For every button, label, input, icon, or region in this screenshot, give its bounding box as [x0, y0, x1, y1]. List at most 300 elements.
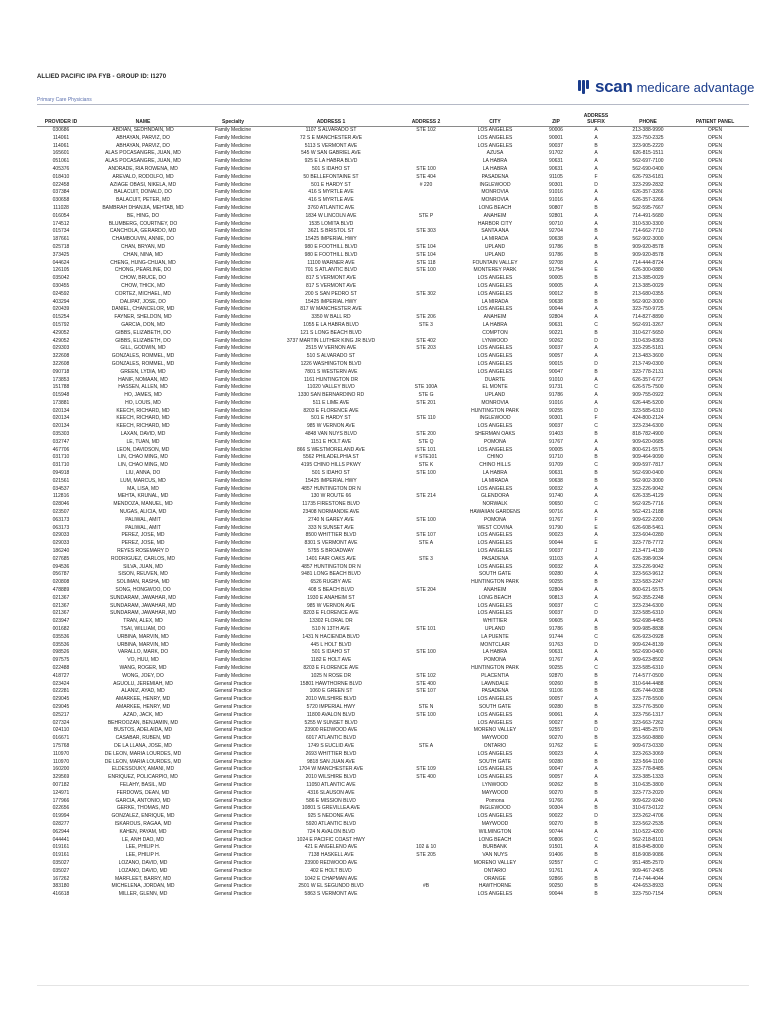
cell-address-suffix: B: [594, 758, 598, 765]
cell-provider-id: 015254: [52, 314, 70, 321]
table-row: [37, 470, 749, 478]
cell-phone: 909-467-2405: [632, 867, 664, 874]
cell-address-1: 1834 W LINCOLN AVE: [305, 212, 357, 219]
cell-specialty: Family Medicine: [214, 641, 252, 648]
cell-address-2: [397, 143, 455, 151]
cell-specialty: Family Medicine: [214, 516, 252, 523]
cell-zip: 90037: [549, 142, 563, 149]
cell-address-2: [397, 821, 455, 829]
cell-address-suffix: B: [594, 719, 598, 726]
table-row: [37, 361, 749, 369]
cell-name: ABHAYAN, PARVIZ, DO: [116, 142, 170, 149]
cell-city: INGLEWOOD: [479, 805, 511, 812]
cell-phone: 323-663-7262: [632, 719, 664, 726]
cell-specialty: General Practice: [214, 742, 252, 749]
cell-address-1: 6526 RUGBY AVE: [310, 579, 352, 586]
cell-zip: 91103: [549, 555, 563, 562]
cell-zip: 90023: [549, 532, 563, 539]
cell-provider-id: 187661: [52, 236, 70, 243]
cell-address-suffix: C: [594, 602, 598, 609]
cell-address-2: [397, 283, 455, 291]
cell-address-suffix: B: [594, 703, 598, 710]
cell-specialty: Family Medicine: [214, 368, 252, 375]
cell-address-suffix: A: [594, 282, 598, 289]
cell-address-suffix: B: [594, 891, 598, 898]
cell-phone: 714-827-8890: [632, 314, 664, 321]
cell-specialty: Family Medicine: [214, 446, 252, 453]
cell-city: WHITTIER: [482, 618, 508, 625]
cell-address-2: [397, 299, 455, 307]
cell-zip: 90037: [549, 602, 563, 609]
cell-specialty: General Practice: [214, 688, 252, 695]
cell-address-suffix: A: [594, 158, 598, 165]
cell-address-2: [397, 150, 455, 158]
cell-phone: 714-444-8724: [632, 259, 664, 266]
cell-zip: 90012: [549, 290, 563, 297]
scan-logo-icon: [578, 80, 589, 94]
cell-name: BALACUIT, DONALD, DO: [114, 189, 172, 196]
cell-provider-id: 112816: [52, 493, 70, 500]
cell-city: SOUTH GATE: [478, 571, 512, 578]
cell-address-1: 15425 IMPERIAL HWY: [305, 298, 357, 305]
cell-city: LOS ANGELES: [477, 282, 513, 289]
cell-zip: 90813: [549, 594, 563, 601]
cell-zip: 90255: [549, 407, 563, 414]
footer-rule: [37, 985, 749, 986]
cell-address-2: [397, 564, 455, 572]
cell-specialty: Family Medicine: [214, 493, 252, 500]
cell-city: LOS ANGELES: [477, 610, 513, 617]
cell-provider-id: 418727: [52, 672, 70, 679]
cell-address-2: STE 109: [416, 766, 436, 773]
cell-provider-id: 174512: [52, 220, 70, 227]
table-row: [37, 143, 749, 151]
cell-provider-id: 044624: [52, 259, 70, 266]
cell-phone: 626-815-1511: [632, 150, 664, 157]
cell-phone: 562-355-2248: [632, 594, 664, 601]
cell-name: BE, HING, DO: [126, 212, 160, 219]
cell-city: FOUNTAIN VALLEY: [472, 259, 518, 266]
cell-address-suffix: B: [594, 688, 598, 695]
cell-phone: 626-923-0928: [632, 633, 664, 640]
cell-name: AREVALO, RODOLFO, MD: [112, 173, 174, 180]
cell-address-2: STE 203: [416, 345, 436, 352]
cell-provider-id: 024110: [52, 727, 70, 734]
cell-phone: 323-234-6300: [632, 602, 664, 609]
cell-address-2: STE 100: [416, 711, 436, 718]
table-row: [37, 868, 749, 876]
cell-phone: 562-925-7716: [632, 501, 664, 508]
cell-phone: 424-800-2124: [632, 415, 664, 422]
cell-phone: 909-623-8502: [632, 657, 664, 664]
cell-address-2: [397, 696, 455, 704]
cell-specialty: Family Medicine: [214, 212, 252, 219]
cell-specialty: General Practice: [214, 852, 252, 859]
cell-zip: 90250: [549, 883, 563, 890]
cell-address-2: STE 214: [416, 493, 436, 500]
cell-zip: 90044: [549, 306, 563, 313]
cell-specialty: Family Medicine: [214, 633, 252, 640]
cell-provider-id: 027685: [52, 555, 70, 562]
cell-provider-id: 173853: [52, 376, 70, 383]
cell-zip: 91786: [549, 243, 563, 250]
cell-city: HUNTINGTON PARK: [471, 664, 519, 671]
cell-provider-id: 177966: [52, 797, 70, 804]
cell-name: CHOW, BRUCE, DO: [119, 275, 167, 282]
cell-address-2: [397, 423, 455, 431]
table-row: [37, 852, 749, 860]
cell-provider-id: 403294: [52, 298, 70, 305]
cell-city: LOS ANGELES: [477, 774, 513, 781]
cell-patient-panel: OPEN: [707, 649, 723, 656]
cell-name: GIBBS, ELIZABETH, DO: [115, 337, 171, 344]
cell-patient-panel: OPEN: [707, 454, 723, 461]
cell-name: HASSEN, ALLEN, MD: [118, 384, 168, 391]
cell-address-suffix: A: [594, 766, 598, 773]
col-header-address-1: ADDRESS 1: [265, 105, 397, 127]
cell-provider-id: 467706: [52, 446, 70, 453]
cell-zip: 91501: [549, 844, 563, 851]
cell-specialty: Family Medicine: [214, 337, 252, 344]
cell-phone: 562-690-0400: [632, 649, 664, 656]
cell-name: ALAS POCASANGRE, JUAN, MD: [105, 158, 181, 165]
cell-address-suffix: B: [594, 883, 598, 890]
cell-patient-panel: OPEN: [707, 891, 723, 898]
cell-address-suffix: A: [594, 236, 598, 243]
cell-patient-panel: OPEN: [707, 189, 723, 196]
cell-zip: 90638: [549, 477, 563, 484]
cell-provider-id: 034537: [52, 485, 70, 492]
cell-patient-panel: OPEN: [707, 493, 723, 500]
cell-address-1: 1025 N ROSE DR: [310, 672, 352, 679]
cell-city: ANAHEIM: [483, 212, 507, 219]
cell-city: WILMINGTON: [478, 828, 512, 835]
cell-provider-id: 028046: [52, 501, 70, 508]
cell-zip: 90255: [549, 664, 563, 671]
cell-address-suffix: A: [594, 867, 598, 874]
cell-address-suffix: A: [594, 657, 598, 664]
cell-city: LA MIRADA: [481, 477, 509, 484]
table-row: [37, 548, 749, 556]
cell-phone: 626-744-0038: [632, 688, 664, 695]
cell-specialty: Family Medicine: [214, 407, 252, 414]
cell-zip: 90280: [549, 758, 563, 765]
cell-phone: 323-226-9042: [632, 485, 664, 492]
col-header-address-2: ADDRESS 2: [397, 105, 455, 127]
cell-patient-panel: OPEN: [707, 243, 723, 250]
table-row: [37, 696, 749, 704]
cell-zip: 92804: [549, 314, 563, 321]
cell-address-1: 8301 S VERMONT AVE: [304, 540, 358, 547]
cell-phone: 909-920-8578: [632, 243, 664, 250]
cell-specialty: Family Medicine: [214, 142, 252, 149]
cell-city: CHINO: [486, 454, 504, 461]
cell-address-suffix: A: [594, 220, 598, 227]
cell-patient-panel: OPEN: [707, 181, 723, 188]
table-row: [37, 236, 749, 244]
cell-city: LOS ANGELES: [477, 306, 513, 313]
cell-provider-id: 029045: [52, 703, 70, 710]
table-row: [37, 189, 749, 197]
cell-city: MAYWOOD: [481, 735, 509, 742]
cell-name: GERKE, THOMAS, MD: [116, 805, 170, 812]
cell-zip: 92557: [549, 859, 563, 866]
table-row: [37, 649, 749, 657]
cell-zip: 91740: [549, 493, 563, 500]
cell-city: ONTARIO: [483, 742, 507, 749]
table-row: [37, 813, 749, 821]
cell-patient-panel: OPEN: [707, 805, 723, 812]
cell-name: SISON, REUVEN, MD: [118, 571, 168, 578]
cell-city: LOS ANGELES: [477, 813, 513, 820]
cell-zip: 90044: [549, 891, 563, 898]
cell-specialty: Family Medicine: [214, 610, 252, 617]
cell-name: AMARKEE, HENRY, MD: [115, 696, 171, 703]
cell-city: MONROVIA: [481, 399, 509, 406]
cell-specialty: General Practice: [214, 703, 252, 710]
cell-provider-id: 110970: [52, 758, 70, 765]
cell-address-1: 925 S NEDONE AVE: [307, 813, 355, 820]
cell-address-1: 985 W VERNON AVE: [307, 602, 355, 609]
cell-address-suffix: C: [594, 664, 598, 671]
cell-patient-panel: OPEN: [707, 602, 723, 609]
cell-city: LONG BEACH: [478, 836, 512, 843]
cell-name: DANIEL, CHANCELOR, MD: [111, 306, 175, 313]
cell-address-suffix: B: [594, 626, 598, 632]
table-row: [37, 603, 749, 611]
cell-provider-id: 020808: [52, 579, 70, 586]
cell-provider-id: 097575: [52, 657, 70, 664]
cell-specialty: Family Medicine: [214, 509, 252, 516]
cell-phone: 323-583-2247: [632, 579, 664, 586]
cell-name: PALIWAL, AMIT: [125, 516, 161, 523]
cell-city: MONROVIA: [481, 197, 509, 204]
cell-address-2: [397, 618, 455, 626]
cell-zip: 90638: [549, 236, 563, 243]
cell-city: LA HABRA: [482, 649, 508, 656]
cell-address-suffix: A: [594, 127, 598, 133]
cell-address-1: 2501 W EL SEGUNDO BLVD: [298, 883, 364, 890]
cell-specialty: General Practice: [214, 781, 252, 788]
cell-address-2: [397, 759, 455, 767]
cell-provider-id: 030455: [52, 282, 70, 289]
cell-zip: 91767: [549, 438, 563, 445]
cell-specialty: Family Medicine: [214, 415, 252, 422]
cell-phone: 310-639-8363: [632, 337, 664, 344]
cell-patient-panel: OPEN: [707, 633, 723, 640]
cell-address-1: 1431 N HACIENDA BLVD: [302, 633, 360, 640]
table-row: [37, 891, 749, 899]
cell-address-suffix: A: [594, 197, 598, 204]
cell-patient-panel: OPEN: [707, 626, 723, 632]
cell-address-suffix: A: [594, 509, 598, 516]
cell-address-suffix: A: [594, 594, 598, 601]
cell-phone: 323-585-6310: [632, 610, 664, 617]
cell-address-2: STE Q: [418, 438, 434, 445]
table-row: [37, 197, 749, 205]
cell-address-suffix: A: [594, 587, 598, 594]
cell-specialty: Family Medicine: [214, 501, 252, 508]
cell-address-2: STE 402: [416, 337, 436, 344]
cell-address-suffix: A: [594, 134, 598, 141]
cell-zip: 91786: [549, 626, 563, 632]
cell-zip: 92708: [549, 259, 563, 266]
cell-city: LOS ANGELES: [477, 142, 513, 149]
cell-specialty: Family Medicine: [214, 524, 252, 531]
cell-address-suffix: B: [594, 477, 598, 484]
col-header-specialty: Specialty: [201, 105, 265, 127]
cell-zip: 90057: [549, 696, 563, 703]
cell-zip: 90032: [549, 563, 563, 570]
cell-city: ANAHEIM: [483, 314, 507, 321]
table-row: [37, 883, 749, 891]
table-row: [37, 127, 749, 135]
cell-provider-id: 098526: [52, 649, 70, 656]
cell-address-1: 4857 HUNTINGTON DR N: [301, 485, 361, 492]
cell-specialty: General Practice: [214, 836, 252, 843]
cell-phone: 323-263-3069: [632, 750, 664, 757]
cell-name: PEREZ, JOSE, MD: [121, 540, 165, 547]
cell-phone: 323-564-1100: [632, 758, 664, 765]
cell-zip: 90015: [549, 360, 563, 367]
cell-city: MAYWOOD: [481, 789, 509, 796]
cell-address-suffix: E: [594, 540, 598, 547]
table-row: [37, 205, 749, 213]
cell-phone: 323-299-2832: [632, 181, 664, 188]
cell-specialty: Family Medicine: [214, 571, 252, 578]
cell-zip: 91016: [549, 189, 563, 196]
cell-name: AZIAGE OBASI, NIKELA, MD: [109, 181, 177, 188]
cell-city: LOS ANGELES: [477, 345, 513, 352]
cell-address-1: 11100 WARNER AVE: [307, 259, 355, 266]
cell-address-2: [397, 306, 455, 314]
cell-provider-id: 167262: [52, 875, 70, 882]
cell-address-1: 1330 SAN BERNARDINO RD: [297, 392, 365, 399]
table-row: [37, 618, 749, 626]
cell-specialty: General Practice: [214, 789, 252, 796]
cell-provider-id: 110970: [52, 750, 70, 757]
cell-city: LYNWOOD: [482, 337, 508, 344]
cell-address-2: [397, 805, 455, 813]
cell-zip: 92804: [549, 587, 563, 594]
cell-address-2: [397, 501, 455, 509]
cell-address-suffix: A: [594, 563, 598, 570]
cell-address-1: 1161 HUNTINGTON DR: [304, 376, 358, 383]
cell-address-1: 8500 WHITTIER BLVD: [305, 532, 357, 539]
cell-city: POMONA: [483, 657, 507, 664]
cell-patient-panel: OPEN: [707, 423, 723, 430]
cell-address-suffix: A: [594, 438, 598, 445]
cell-provider-id: 028277: [52, 820, 70, 827]
cell-name: MA, LISA, MD: [127, 485, 159, 492]
cell-patient-panel: OPEN: [707, 376, 723, 383]
cell-address-2: [397, 369, 455, 377]
cell-name: VARALLO, MARK, DO: [117, 649, 169, 656]
cell-name: CHONG, PEARLINE, DO: [114, 267, 172, 274]
cell-phone: 562-902-3000: [632, 477, 664, 484]
cell-provider-id: 037384: [52, 189, 70, 196]
cell-address-2: [397, 876, 455, 884]
cell-city: CHINO HILLS: [479, 462, 511, 469]
cell-name: LUM, MARCUS, MD: [120, 477, 166, 484]
cell-name: URBINA, MARVIN, MD: [117, 633, 169, 640]
cell-provider-id: 175768: [52, 742, 70, 749]
cell-patient-panel: OPEN: [707, 267, 723, 274]
cell-name: MILLER, GLENN, MD: [118, 891, 168, 898]
table-row: [37, 408, 749, 416]
cell-address-1: 11735 FIRESTONE BLVD: [302, 501, 360, 508]
cell-zip: 90037: [549, 610, 563, 617]
cell-zip: 90037: [549, 548, 563, 555]
cell-provider-id: 021561: [52, 477, 70, 484]
cell-city: LOS ANGELES: [477, 532, 513, 539]
cell-provider-id: 383180: [52, 883, 70, 890]
cell-address-1: 200 S SAN PEDRO ST: [305, 290, 357, 297]
cell-specialty: General Practice: [214, 828, 252, 835]
cell-zip: 90638: [549, 298, 563, 305]
table-row: [37, 805, 749, 813]
cell-phone: 323-776-3500: [632, 703, 664, 710]
cell-address-1: 2515 W VERNON AVE: [305, 345, 357, 352]
cell-provider-id: 114061: [52, 142, 70, 149]
cell-name: RODRIGUEZ, CARLOS, MD: [111, 555, 175, 562]
cell-phone: 909-985-8838: [632, 626, 664, 632]
cell-address-2: [397, 829, 455, 837]
cell-phone: 323-604-0280: [632, 532, 664, 539]
cell-address-suffix: A: [594, 649, 598, 656]
cell-specialty: Family Medicine: [214, 587, 252, 594]
cell-specialty: Family Medicine: [214, 321, 252, 328]
cell-address-2: [397, 665, 455, 673]
cell-address-suffix: A: [594, 571, 598, 578]
cell-address-1: 1401 FAIR OAKS AVE: [306, 555, 356, 562]
cell-address-2: STE 102: [416, 672, 436, 679]
cell-city: LOS ANGELES: [477, 696, 513, 703]
cell-address-2: STE 100: [416, 649, 436, 656]
cell-patient-panel: OPEN: [707, 509, 723, 516]
cell-provider-id: 329569: [52, 774, 70, 781]
cell-city: LAWNDALE: [481, 680, 509, 687]
cell-patient-panel: OPEN: [707, 306, 723, 313]
cell-patient-panel: OPEN: [707, 797, 723, 804]
cell-specialty: General Practice: [214, 766, 252, 773]
cell-provider-id: 025718: [52, 243, 70, 250]
cell-patient-panel: OPEN: [707, 579, 723, 586]
cell-provider-id: 063173: [52, 516, 70, 523]
cell-address-1: 1749 S EUCLID AVE: [307, 742, 355, 749]
cell-address-2: # STE101: [414, 454, 438, 461]
cell-patient-panel: OPEN: [707, 548, 723, 555]
cell-patient-panel: OPEN: [707, 618, 723, 625]
cell-name: FAYNER, SHELDON, MD: [114, 314, 172, 321]
cell-provider-id: 094918: [52, 470, 70, 477]
cell-specialty: Family Medicine: [214, 290, 252, 297]
table-row: [37, 322, 749, 330]
cell-zip: 91767: [549, 657, 563, 664]
cell-address-suffix: C: [594, 321, 598, 328]
col-header-phone: PHONE: [615, 105, 681, 127]
cell-patient-panel: OPEN: [707, 703, 723, 710]
cell-address-2: STE 100: [416, 165, 436, 172]
cell-specialty: Family Medicine: [214, 220, 252, 227]
cell-address-2: [397, 603, 455, 611]
cell-city: ORANGE: [484, 875, 506, 882]
cell-phone: 714-577-0500: [632, 672, 664, 679]
cell-specialty: Family Medicine: [214, 345, 252, 352]
cell-specialty: Family Medicine: [214, 298, 252, 305]
cell-specialty: Family Medicine: [214, 594, 252, 601]
cell-name: LEON, DAVIDSON, MD: [116, 446, 170, 453]
